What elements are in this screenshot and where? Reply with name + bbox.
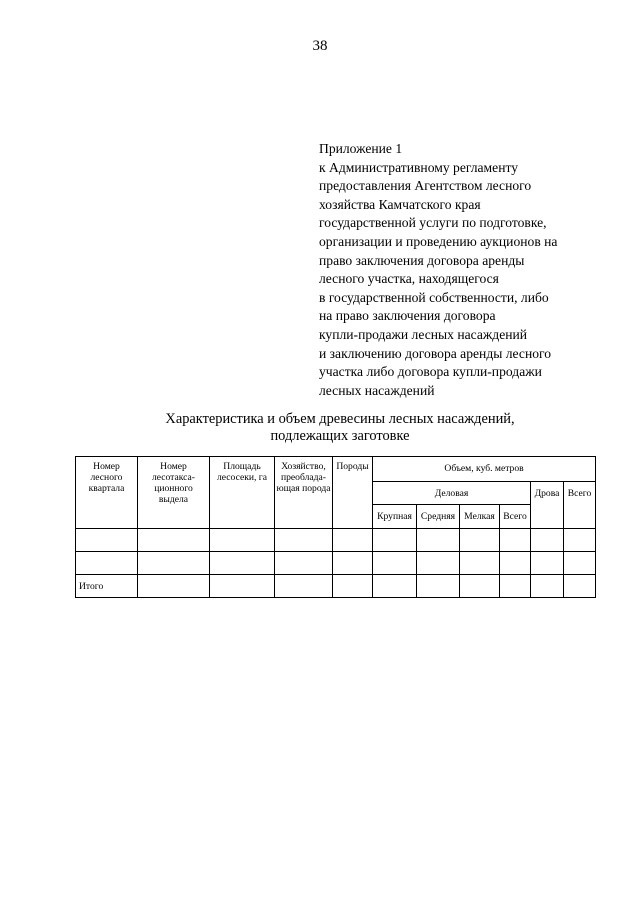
header-area: Площадь лесосеки, га bbox=[210, 457, 275, 529]
appendix-line: хозяйства Камчатского края bbox=[319, 196, 481, 212]
total-row bbox=[76, 575, 596, 598]
appendix-line: организации и проведению аукционов на bbox=[319, 233, 558, 249]
table-row bbox=[76, 529, 596, 552]
appendix-line: государственной услуги по подготовке, bbox=[319, 215, 547, 231]
appendix-line: предоставления Агентством лесного bbox=[319, 178, 532, 194]
header-plot-number: Номер лесотакса-ционного выдела bbox=[138, 457, 210, 529]
table-cell bbox=[138, 552, 210, 575]
header-total: Всего bbox=[564, 482, 596, 529]
table-cell bbox=[275, 575, 333, 598]
appendix-line: участка либо договора купли-продажи bbox=[319, 364, 542, 380]
table-cell bbox=[76, 529, 138, 552]
appendix-block bbox=[319, 140, 619, 400]
table-cell bbox=[417, 529, 460, 552]
header-quarter-number: Номер лесного квартала bbox=[76, 457, 138, 529]
table-cell bbox=[373, 575, 417, 598]
page-number: 38 bbox=[312, 38, 328, 54]
table-cell bbox=[210, 529, 275, 552]
table-row bbox=[76, 552, 596, 575]
table-cell bbox=[500, 552, 531, 575]
table-cell bbox=[564, 575, 596, 598]
header-firewood: Дрова bbox=[531, 482, 564, 529]
table-cell bbox=[564, 529, 596, 552]
table-cell bbox=[210, 575, 275, 598]
header-farm: Хозяйство, преоблада-ющая порода bbox=[275, 457, 333, 529]
appendix-line: к Административному регламенту bbox=[319, 159, 519, 175]
header-large: Крупная bbox=[373, 505, 417, 529]
timber-volume-table bbox=[75, 456, 596, 598]
appendix-line: на право заключения договора bbox=[319, 308, 496, 324]
table-cell bbox=[500, 575, 531, 598]
table-cell bbox=[76, 552, 138, 575]
appendix-line: Приложение 1 bbox=[319, 141, 403, 156]
table-cell bbox=[275, 529, 333, 552]
table-cell bbox=[531, 529, 564, 552]
table-cell bbox=[210, 552, 275, 575]
header-species: Породы bbox=[333, 457, 373, 529]
table-cell bbox=[417, 575, 460, 598]
document-title bbox=[0, 411, 640, 445]
table-cell bbox=[531, 575, 564, 598]
table-cell bbox=[373, 529, 417, 552]
header-business: Деловая bbox=[373, 482, 531, 505]
header-small: Мелкая bbox=[460, 505, 500, 529]
table-cell bbox=[333, 575, 373, 598]
table-cell bbox=[460, 529, 500, 552]
header-business-total: Всего bbox=[500, 505, 531, 529]
table-cell bbox=[138, 529, 210, 552]
table-cell bbox=[373, 552, 417, 575]
appendix-line: лесного участка, находящегося bbox=[319, 271, 499, 287]
table-cell bbox=[333, 552, 373, 575]
appendix-line: в государственной собственности, либо bbox=[319, 289, 549, 305]
table-cell bbox=[460, 575, 500, 598]
table-cell bbox=[564, 552, 596, 575]
table-cell bbox=[500, 529, 531, 552]
table-cell bbox=[275, 552, 333, 575]
appendix-line: и заключению договора аренды лесного bbox=[319, 345, 552, 361]
header-medium: Средняя bbox=[417, 505, 460, 529]
table-cell bbox=[138, 575, 210, 598]
table-cell bbox=[417, 552, 460, 575]
table-cell bbox=[333, 529, 373, 552]
table-cell bbox=[531, 552, 564, 575]
appendix-line: право заключения договора аренды bbox=[319, 252, 525, 268]
total-label: Итого bbox=[76, 575, 138, 598]
table-cell bbox=[460, 552, 500, 575]
header-volume: Объем, куб. метров bbox=[373, 457, 596, 482]
title-line-2: подлежащих заготовке bbox=[270, 428, 410, 444]
title-line-1: Характеристика и объем древесины лесных насаждений, bbox=[165, 411, 515, 427]
appendix-line: купли-продажи лесных насаждений bbox=[319, 326, 528, 342]
appendix-line: лесных насаждений bbox=[319, 382, 435, 398]
